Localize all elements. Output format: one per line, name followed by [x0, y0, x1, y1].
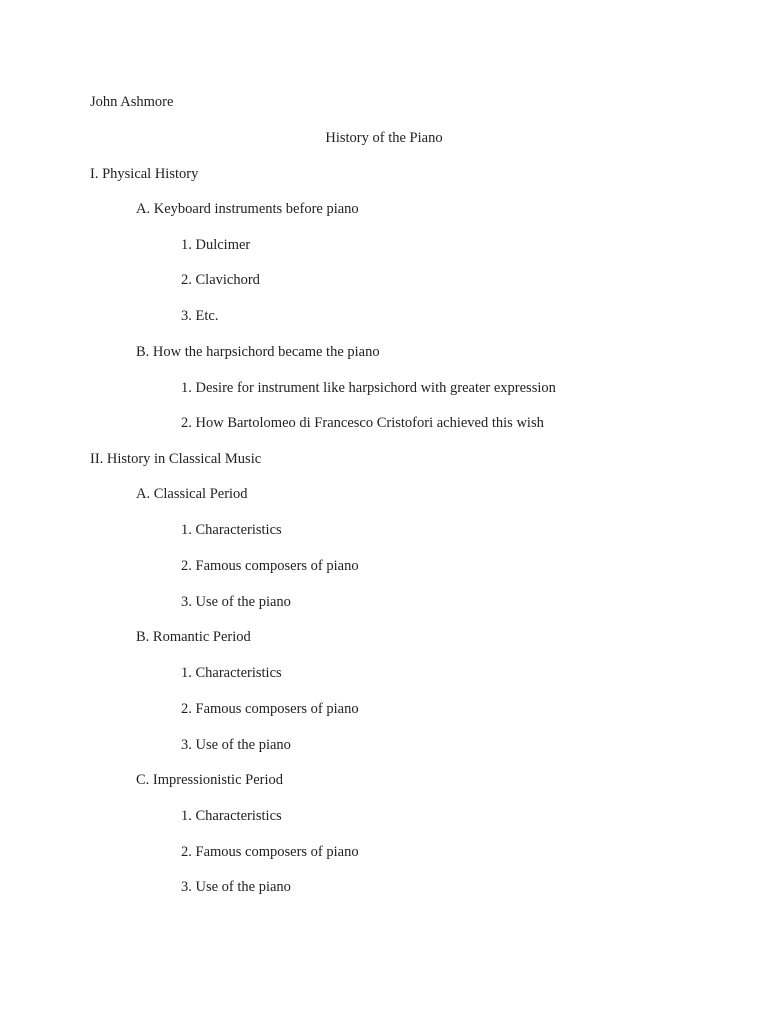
outline-section-2: II. History in Classical Music — [90, 451, 262, 467]
outline-item: 2. Clavichord — [181, 272, 260, 288]
outline-item: 3. Use of the piano — [181, 594, 291, 610]
outline-item: 2. Famous composers of piano — [181, 558, 359, 574]
outline-subsection-1b: B. How the harpsichord became the piano — [136, 344, 380, 360]
outline-subsection-2b: B. Romantic Period — [136, 629, 251, 645]
outline-item: 1. Characteristics — [181, 665, 282, 681]
outline-item: 1. Characteristics — [181, 808, 282, 824]
outline-item: 1. Desire for instrument like harpsichord with greater expression — [181, 380, 556, 396]
outline-item: 3. Etc. — [181, 308, 219, 324]
outline-item: 1. Characteristics — [181, 522, 282, 538]
outline-item: 2. How Bartolomeo di Francesco Cristofori achieved this wish — [181, 415, 544, 431]
outline-subsection-2a: A. Classical Period — [136, 486, 248, 502]
outline-section-1: I. Physical History — [90, 166, 199, 182]
outline-item: 3. Use of the piano — [181, 737, 291, 753]
outline-subsection-2c: C. Impressionistic Period — [136, 772, 284, 788]
outline-item: 3. Use of the piano — [181, 879, 291, 895]
document-title: History of the Piano — [325, 130, 443, 146]
author-name: John Ashmore — [90, 94, 174, 110]
outline-item: 2. Famous composers of piano — [181, 701, 359, 717]
outline-item: 1. Dulcimer — [181, 237, 251, 253]
outline-subsection-1a: A. Keyboard instruments before piano — [136, 201, 359, 217]
outline-item: 2. Famous composers of piano — [181, 844, 359, 860]
